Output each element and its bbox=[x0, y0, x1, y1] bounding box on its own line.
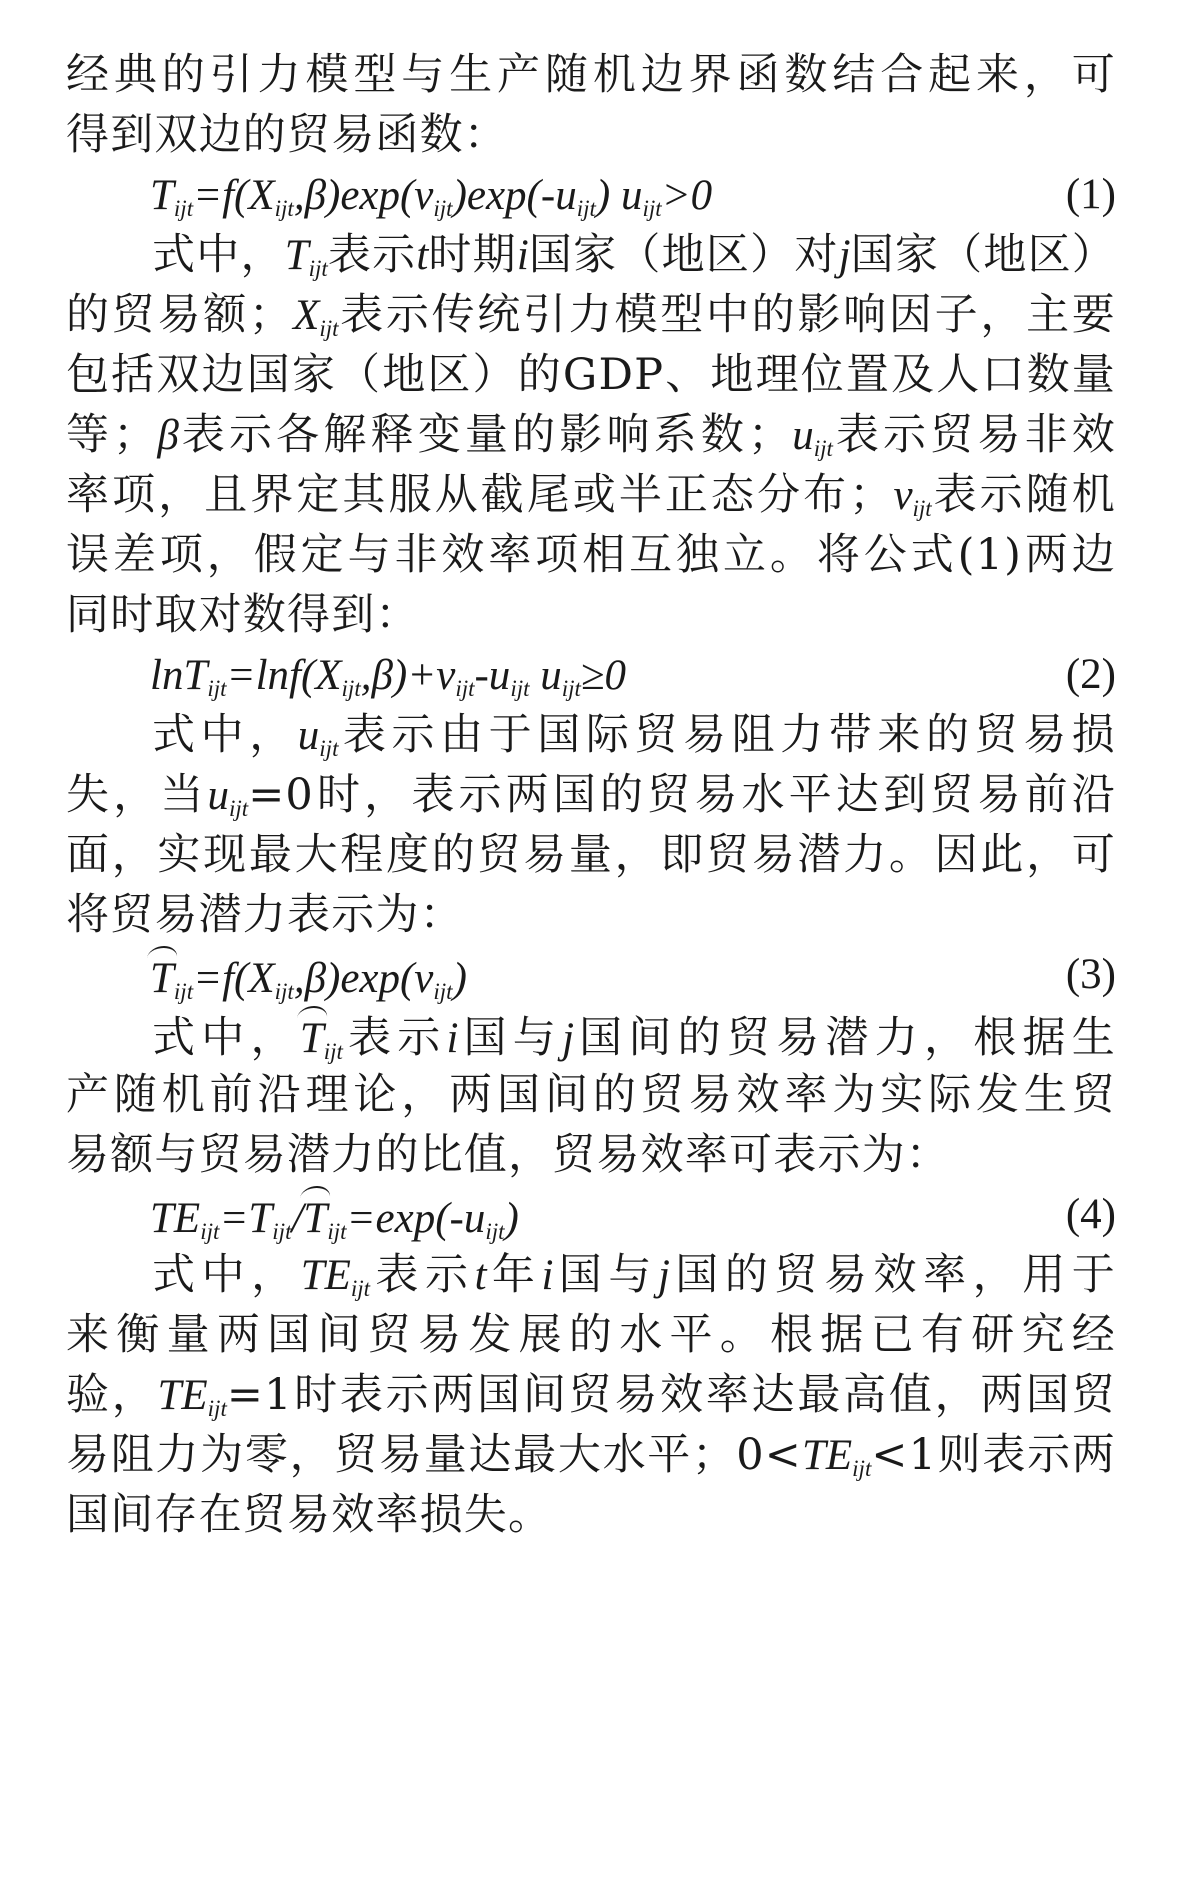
text-line-6: 等；β表示各解释变量的影响系数；$u_{ijt}$表示贸易非效 bbox=[66, 410, 1116, 461]
text-line-4: 的贸易额；$X_{ijt}$表示传统引力模型中的影响因子，主要 bbox=[66, 290, 1116, 341]
eq3-number: (3) bbox=[1065, 951, 1116, 998]
text-line-15: 产随机前沿理论，两国间的贸易效率为实际发生贸 bbox=[66, 1070, 1116, 1120]
text-line-7: 率项，且界定其服从截尾或半正态分布；$v_{ijt}$表示随机 bbox=[66, 470, 1116, 521]
text-line-12: 面，实现最大程度的贸易量，即贸易潜力。因此，可 bbox=[66, 830, 1116, 880]
text-line-2: 得到双边的贸易函数： bbox=[66, 110, 508, 160]
eq1-number: (1) bbox=[1065, 171, 1116, 218]
text-line-1: 经典的引力模型与生产随机边界函数结合起来，可 bbox=[66, 50, 1116, 100]
text-line-13: 将贸易潜力表示为： bbox=[66, 890, 464, 940]
eq2-number: (2) bbox=[1065, 651, 1116, 698]
text-line-20: 易阻力为零，贸易量达最大水平；$0<TE_{ijt}<1$则表示两 bbox=[66, 1430, 1116, 1481]
eq2-expression: $\ln T_{ijt}=\ln f(X_{ijt},\beta)+v_{ijt}-u_{ijt}$ $u_{ijt}\ge 0$ bbox=[150, 652, 627, 701]
eq4-expression: $TE_{ijt}=T_{ijt}/T_{ijt}=\exp(-u_{ijt})$ bbox=[150, 1195, 519, 1242]
text-line-10: 式中，$u_{ijt}$表示由于国际贸易阻力带来的贸易损 bbox=[152, 710, 1116, 761]
text-line-21: 国间存在贸易效率损失。 bbox=[66, 1490, 553, 1540]
text-line-5: 包括双边国家（地区）的GDP、地理位置及人口数量 bbox=[66, 350, 1116, 400]
eq1-expression: $T_{ijt}=f(X_{ijt},\beta)\exp(v_{ijt})\exp(-u_{ijt})$ $u_{ijt}>0$ bbox=[150, 172, 713, 221]
text-line-3: 式中，$T_{ijt}$表示t时期i国家（地区）对j国家（地区） bbox=[152, 230, 1117, 281]
text-line-18: 来衡量两国间贸易发展的水平。根据已有研究经 bbox=[66, 1310, 1116, 1360]
text-line-9: 同时取对数得到： bbox=[66, 590, 420, 640]
text-line-19: 验，$TE_{ijt}=1$时表示两国间贸易效率达最高值，两国贸 bbox=[66, 1370, 1116, 1421]
text-line-11: 失，当$u_{ijt}=0$时，表示两国的贸易水平达到贸易前沿 bbox=[66, 770, 1116, 821]
text-line-8: 误差项，假定与非效率项相互独立。将公式(1)两边 bbox=[66, 530, 1116, 580]
text-line-17: 式中，$TE_{ijt}$表示t年i国与j国的贸易效率，用于 bbox=[152, 1250, 1116, 1301]
eq3-expression: $T_{ijt}=f(X_{ijt},\beta)\exp(v_{ijt})$ bbox=[150, 955, 467, 1002]
text-line-16: 易额与贸易潜力的比值，贸易效率可表示为： bbox=[66, 1130, 950, 1180]
eq4-number: (4) bbox=[1065, 1191, 1116, 1238]
text-line-14: 式中，$T_{ijt}$表示i国与j国间的贸易潜力，根据生 bbox=[66, 1000, 1116, 1070]
